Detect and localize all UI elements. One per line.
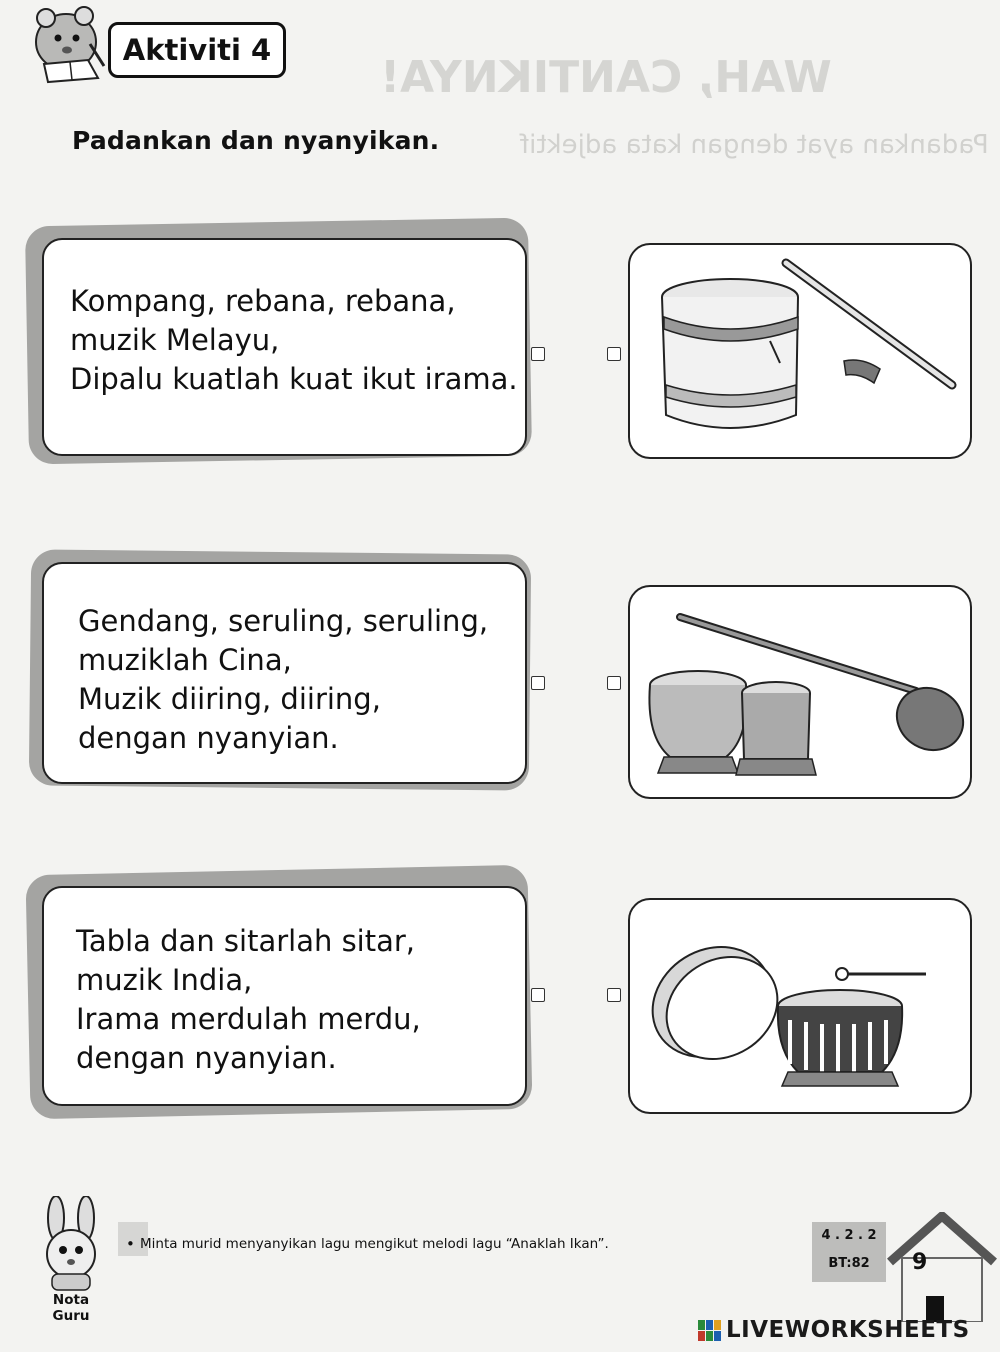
instruction-text: Padankan dan nyanyikan. (72, 126, 440, 155)
page-number: 9 (912, 1250, 928, 1275)
rebana-and-kompang-icon (630, 900, 970, 1112)
rabbit-mascot-icon (30, 1196, 112, 1292)
bleed-through-text: Padankan ayat dengan kata adjektif (520, 130, 989, 160)
book-code: BT:82 (828, 1256, 870, 1271)
liveworksheets-logo-icon (698, 1320, 722, 1342)
verse-1-match-box[interactable] (531, 347, 545, 361)
verse-line: muzik Melayu, (70, 323, 280, 357)
tabla-and-sitar-icon (630, 587, 970, 797)
picture-1-match-box[interactable] (607, 347, 621, 361)
verse-line: Kompang, rebana, rebana, (70, 284, 456, 318)
verse-line: dengan nyanyian. (78, 721, 339, 755)
verse-line: dengan nyanyian. (76, 1041, 337, 1075)
bleed-through-text: WAH, CANTIKNYA! (380, 52, 832, 103)
verse-line: Muzik diiring, diiring, (78, 682, 381, 716)
picture-3-match-box[interactable] (607, 988, 621, 1002)
verse-line: Gendang, seruling, seruling, (78, 604, 489, 638)
verse-card-2 (42, 562, 527, 784)
verse-line: Dipalu kuatlah kuat ikut irama. (70, 362, 518, 396)
nota-guru-badge (30, 1196, 112, 1332)
curriculum-code (812, 1222, 886, 1282)
picture-card-2 (628, 585, 972, 799)
verse-line: muziklah Cina, (78, 643, 292, 677)
verse-3-match-box[interactable] (531, 988, 545, 1002)
verse-card-3 (42, 886, 527, 1106)
house-icon (882, 1212, 1000, 1322)
verse-line: Irama merdulah merdu, (76, 1002, 421, 1036)
picture-card-1 (628, 243, 972, 459)
picture-2-match-box[interactable] (607, 676, 621, 690)
teacher-note: • Minta murid menyanyikan lagu mengikut melodi lagu “Anaklah Ikan”. (140, 1236, 609, 1252)
verse-line: Tabla dan sitarlah sitar, (76, 924, 416, 958)
verse-2-match-box[interactable] (531, 676, 545, 690)
picture-card-3 (628, 898, 972, 1114)
verse-line: muzik India, (76, 963, 253, 997)
nota-guru-label: Nota Guru (52, 1292, 90, 1324)
brand-watermark: LIVEWORKSHEETS (726, 1317, 970, 1343)
verse-card-1 (42, 238, 527, 456)
drum-and-flute-icon (630, 245, 970, 457)
standard-code: 4 . 2 . 2 (821, 1228, 877, 1243)
activity-title: Aktiviti 4 (108, 22, 286, 78)
